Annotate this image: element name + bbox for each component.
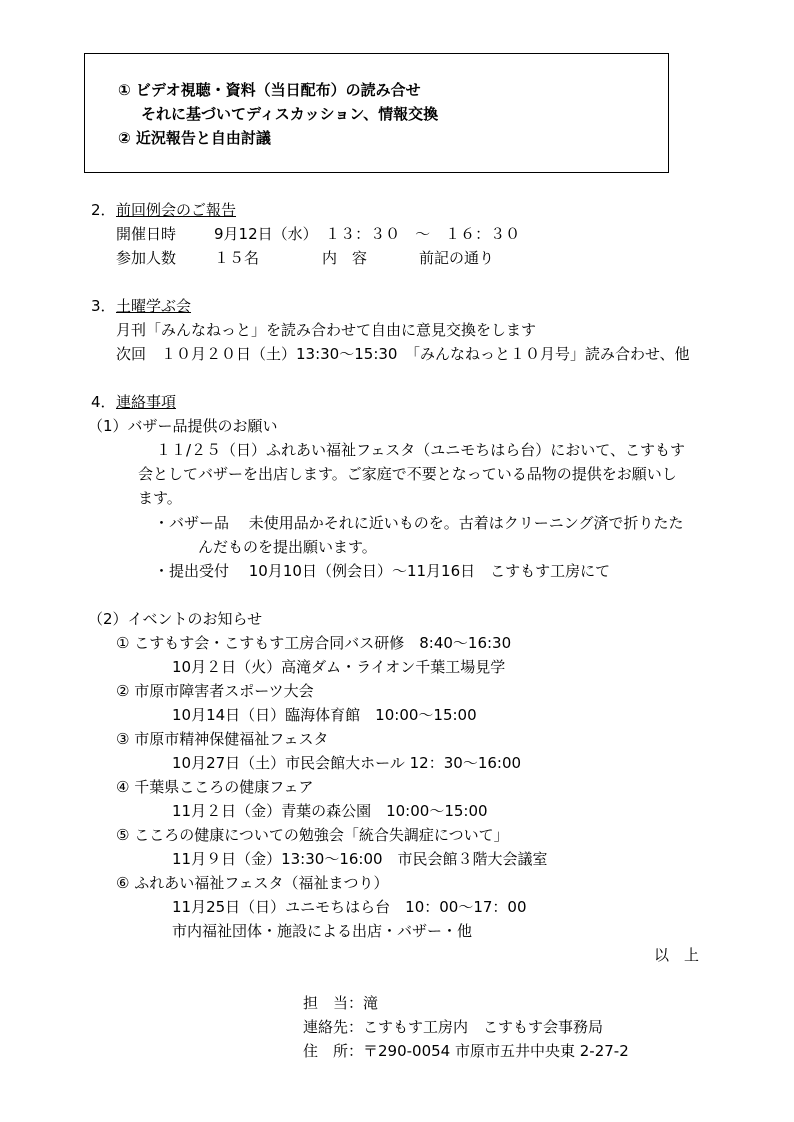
agenda-item-2: ② 近況報告と自由討議	[118, 129, 271, 147]
event-6-title: ⑥ ふれあい福祉フェスタ（福祉まつり）	[116, 874, 389, 892]
event-6-detail: 11月25日（日）ユニモちはら台 10：00～17：00	[172, 898, 527, 916]
contact-person: 担 当：滝	[303, 994, 379, 1012]
agenda-item-1: ① ビデオ視聴・資料（当日配布）の読み合せ	[118, 81, 421, 99]
events-subtitle: （2）イベントのお知らせ	[88, 610, 263, 628]
event-6-extra: 市内福祉団体・施設による出店・バザー・他	[172, 922, 473, 940]
event-3-title: ③ 市原市精神保健福祉フェスタ	[116, 730, 329, 748]
event-1-title: ① こすもす会・こすもす工房合同バス研修 8:40～16:30	[116, 634, 512, 652]
section-3-line-1: 月刊「みんなねっと」を読み合わせて自由に意見交換をします	[116, 321, 537, 339]
bazaar-text-2: 会としてバザーを出店します。ご家庭で不要となっている品物の提供をお願いし	[138, 465, 677, 483]
event-2-title: ② 市原市障害者スポーツ大会	[116, 682, 314, 700]
bazaar-bullet-1: ・バザー品 未使用品かそれに近いものを。古着はクリーニング済で折りたた	[154, 514, 684, 532]
bazaar-text-3: ます。	[138, 489, 182, 507]
event-5-title: ⑤ こころの健康についての勉強会「統合失調症について」	[116, 826, 509, 844]
content-label: 内 容	[322, 249, 368, 267]
content-value: 前記の通り	[419, 249, 495, 267]
event-4-title: ④ 千葉県こころの健康フェア	[116, 778, 314, 796]
section-3-title: 土曜学ぶ会	[116, 297, 192, 315]
section-3-number: 3．	[91, 297, 116, 315]
bazaar-bullet-2: ・提出受付 10月10日（例会日）～11月16日 こすもす工房にて	[154, 562, 611, 580]
closing-text: 以 上	[654, 946, 700, 964]
section-4-title: 連絡事項	[116, 393, 177, 411]
attendance-value: １５名	[214, 249, 260, 267]
section-4-number: 4．	[91, 393, 116, 411]
bazaar-bullet-1-cont: んだものを提出願います。	[198, 538, 377, 556]
event-2-detail: 10月14日（日）臨海体育館 10:00～15:00	[172, 706, 477, 724]
meeting-date-value: 9月12日（水） １３：３０ ～ １６：３０	[214, 225, 521, 243]
event-4-detail: 11月２日（金）青葉の森公園 10:00～15:00	[172, 802, 488, 820]
attendance-label: 参加人数	[116, 249, 177, 267]
contact-office: 連絡先：こすもす工房内 こすもす会事務局	[303, 1018, 604, 1036]
bazaar-text-1: １１/２５（日）ふれあい福祉フェスタ（ユニモちはら台）において、こすもす	[156, 441, 686, 459]
section-2-title: 前回例会のご報告	[116, 201, 237, 219]
bazaar-subtitle: （1）バザー品提供のお願い	[88, 417, 278, 435]
section-2-number: 2．	[91, 201, 116, 219]
event-3-detail: 10月27日（土）市民会館大ホール 12：30～16:00	[172, 754, 522, 772]
event-5-detail: 11月９日（金）13:30～16:00 市民会館３階大会議室	[172, 850, 548, 868]
section-3-line-2: 次回 １０月２０日（土）13:30～15:30 「みんなねっと１０月号」読み合わせ、他	[116, 345, 690, 363]
contact-address: 住 所：〒290-0054 市原市五井中央東 2-27-2	[303, 1042, 629, 1060]
event-1-detail: 10月２日（火）高滝ダム・ライオン千葉工場見学	[172, 658, 506, 676]
meeting-date-label: 開催日時	[116, 225, 177, 243]
agenda-item-1-detail: それに基づいてディスカッション、情報交換	[141, 105, 439, 123]
